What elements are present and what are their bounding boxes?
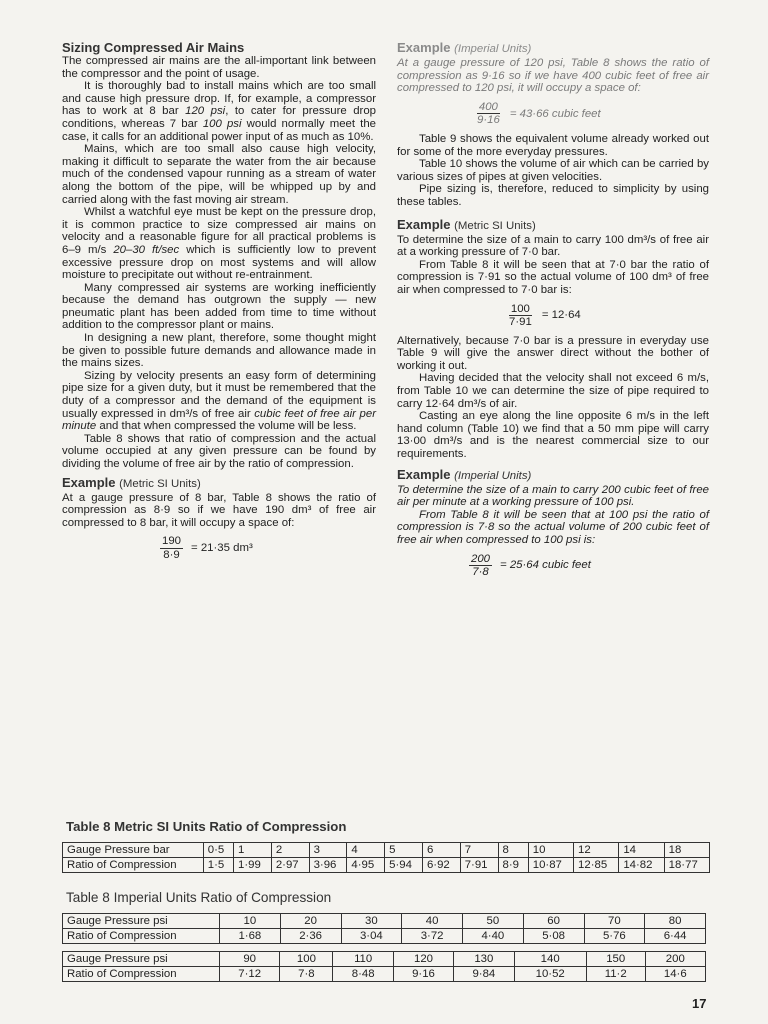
example-text: To determine the size of a main to carry 100 dm³/s of free air at a working pressure of 7·0 bar.	[397, 233, 709, 259]
formula: $\frac{100}{7\cdot 91}$ = 12·64	[509, 302, 581, 329]
paragraph: Alternatively, because 7·0 bar is a pressure in everyday use Table 9 will give the answer direct without the bother of working it out.	[397, 334, 709, 372]
example-heading: Example (Imperial Units)	[397, 466, 532, 482]
table-cell: 12	[574, 843, 619, 858]
table-cell: 0·5	[203, 843, 233, 858]
paragraph: Many compressed air systems are working inefficiently because the demand has outgrown the supply — new pneumatic plant has been added from time to time without addition to the compressor plant or mains.	[62, 281, 376, 332]
table-cell: 3·72	[402, 929, 463, 944]
table-row	[63, 843, 710, 858]
example-text: At a gauge pressure of 120 psi, Table 8 shows the ratio of compression as 9·16 so if we have 400 cubic feet of free air compressed to 120 psi, it will occupy a space of:	[397, 57, 709, 95]
table-cell: 140	[514, 952, 586, 967]
table-metric	[62, 842, 710, 873]
table-row	[63, 967, 706, 982]
table-cell: 1·68	[220, 929, 281, 944]
table-cell: 2·97	[271, 858, 309, 873]
example-text: To determine the size of a main to carry 200 cubic feet of free air per minute at a working pressure of 100 psi.	[397, 483, 709, 509]
paragraph: Mains, which are too small also cause high velocity, making it difficult to separate the water from the air because much of the condensed vapour running as a stream of water along the bottom of the pipe, will be whipped up by and carried along with the fast moving air stream.	[62, 143, 376, 206]
table-cell: 5·94	[385, 858, 423, 873]
table-cell: 70	[584, 914, 645, 929]
table-cell: 100	[280, 952, 333, 967]
table-cell: 10	[528, 843, 573, 858]
formula: $\frac{200}{7\cdot 8}$ = 25·64 cubic feet	[471, 552, 591, 579]
paragraph: From Table 8 it will be seen that at 7·0 bar the ratio of compression is 7·91 so the actual volume of 100 dm³ of free air when compressed to 7·0 bar is:	[397, 258, 709, 296]
table-cell: 2·36	[280, 929, 341, 944]
paragraph: Casting an eye along the line opposite 6 m/s in the left hand column (Table 10) we find that a 50 mm pipe will carry 13·00 dm³/s and is the nearest commercial size to our requirements.	[397, 410, 709, 461]
row-label: Ratio of Compression	[63, 929, 220, 944]
table-cell: 10·87	[528, 858, 573, 873]
formula: $\frac{190}{8\cdot 9}$ = 21·35 dm³	[162, 535, 253, 561]
table-cell: 9·84	[454, 967, 514, 982]
table-cell: 110	[333, 952, 393, 967]
table-cell: 80	[645, 914, 706, 929]
table-cell: 8·9	[498, 858, 528, 873]
table-cell: 9·16	[393, 967, 453, 982]
table-cell: 130	[454, 952, 514, 967]
paragraph: Sizing by velocity presents an easy form of determining pipe size for a given duty, but it must be remembered that the duty of a compressor and the demand of the equipment is usually expressed in dm³/s of free air cubic feet of free air per minute and that when compressed the volume will be less.	[62, 369, 376, 433]
table-cell: 5	[385, 843, 423, 858]
paragraph: Whilst a watchful eye must be kept on the pressure drop, it is common practice to size compressed air mains on velocity and a reasonable figure for all practical problems is 6–9 m/s 20–30 ft/sec which is sufficiently low to prevent excessive pressure drop on most systems and will allow moisture to precipitate out without re-entrainment.	[62, 206, 377, 282]
paragraph: Table 9 shows the equivalent volume already worked out for some of the more everyday pressures.	[397, 132, 709, 158]
row-label: Ratio of Compression	[63, 967, 220, 982]
table-cell: 3	[309, 843, 347, 858]
example-heading: Example (Metric SI Units)	[62, 474, 201, 490]
table-cell: 12·85	[574, 858, 619, 873]
table-cell: 14·82	[619, 858, 664, 873]
table-cell: 150	[586, 952, 645, 967]
table-cell: 14·6	[645, 967, 705, 982]
example-heading: Example (Imperial Units)	[397, 40, 532, 55]
table-cell: 7·12	[220, 967, 280, 982]
table-cell: 5·08	[523, 929, 584, 944]
paragraph: From Table 8 it will be seen that at 100 psi the ratio of compression is 7·8 so the actual volume of 200 cubic feet of free air when compressed to 100 psi is:	[397, 508, 709, 546]
formula: $\frac{400}{9\cdot 16}$ = 43·66 cubic feet	[477, 100, 601, 127]
table-cell: 8	[498, 843, 528, 858]
paragraph: Table 10 shows the volume of air which can be carried by various sizes of pipes at given velocities.	[397, 158, 709, 183]
table-row	[63, 929, 706, 944]
table-cell: 6·44	[645, 929, 706, 944]
right-column	[397, 40, 709, 585]
table-cell: 8·48	[333, 967, 393, 982]
table-cell: 6·92	[422, 858, 460, 873]
paragraph: In designing a new plant, therefore, some thought might be given to possible future demands and allowance made in the mains sizes.	[62, 332, 376, 370]
table-cell: 4·40	[463, 929, 524, 944]
table-imperial-upper	[62, 913, 706, 944]
paragraph: It is thoroughly bad to install mains which are too small and cause high pressure drop. If, for example, a compressor has to work at 8 bar 120 psi, to cater for pressure drop conditions, whereas 7 bar 100 psi would normally meet the case, it calls for an additional power input of as much as 10%.	[62, 80, 377, 143]
table-cell: 30	[341, 914, 402, 929]
table-cell: 1·99	[234, 858, 272, 873]
table-cell: 7	[460, 843, 498, 858]
table-cell: 20	[280, 914, 341, 929]
table-cell: 200	[645, 952, 705, 967]
table-cell: 7·91	[460, 858, 498, 873]
table-cell: 50	[463, 914, 524, 929]
table-cell: 14	[619, 843, 664, 858]
table-cell: 40	[402, 914, 463, 929]
table-cell: 3·04	[341, 929, 402, 944]
table-cell: 11·2	[586, 967, 645, 982]
paragraph: Having decided that the velocity shall not exceed 6 m/s, from Table 10 we can determine the size of pipe required to carry 12·64 dm³/s of air.	[397, 372, 709, 410]
table-cell: 60	[523, 914, 584, 929]
left-column	[62, 40, 376, 568]
row-label: Gauge Pressure bar	[63, 843, 204, 858]
table-cell: 2	[271, 843, 309, 858]
paragraph: The compressed air mains are the all-important link between the compressor and the point of usage.	[62, 55, 376, 80]
table-cell: 1·5	[203, 858, 233, 873]
example-heading: Example (Metric SI Units)	[397, 216, 536, 232]
table-cell: 120	[393, 952, 453, 967]
table-cell: 3·96	[309, 858, 347, 873]
table-imperial-lower	[62, 951, 706, 982]
table-row	[63, 952, 706, 967]
table-cell: 6	[422, 843, 460, 858]
table-cell: 4·95	[347, 858, 385, 873]
row-label: Gauge Pressure psi	[63, 914, 220, 929]
section-heading: Sizing Compressed Air Mains	[62, 40, 245, 55]
table-row	[63, 858, 710, 873]
table-cell: 7·8	[280, 967, 333, 982]
paragraph: Pipe sizing is, therefore, reduced to simplicity by using these tables.	[397, 183, 709, 208]
table-cell: 4	[347, 843, 385, 858]
table-cell: 10	[220, 914, 281, 929]
table-cell: 18	[664, 843, 709, 858]
table-cell: 90	[220, 952, 280, 967]
row-label: Ratio of Compression	[63, 858, 204, 873]
page-number: 17	[692, 996, 707, 1011]
paragraph: Table 8 shows that ratio of compression and the actual volume occupied at any given pressure can be found by dividing the volume of free air by the ratio of compression.	[62, 432, 376, 470]
table-imperial-title: Table 8 Imperial Units Ratio of Compression	[66, 890, 332, 905]
table-cell: 1	[234, 843, 272, 858]
table-cell: 10·52	[514, 967, 586, 982]
example-text: At a gauge pressure of 8 bar, Table 8 shows the ratio of compression as 8·9 so if we have 190 dm³ of free air compressed to 8 bar, it will occupy a space of:	[62, 491, 376, 529]
table-cell: 18·77	[664, 858, 709, 873]
table-row	[63, 914, 706, 929]
row-label: Gauge Pressure psi	[63, 952, 220, 967]
table-cell: 5·76	[584, 929, 645, 944]
table-metric-title: Table 8 Metric SI Units Ratio of Compression	[66, 819, 347, 834]
